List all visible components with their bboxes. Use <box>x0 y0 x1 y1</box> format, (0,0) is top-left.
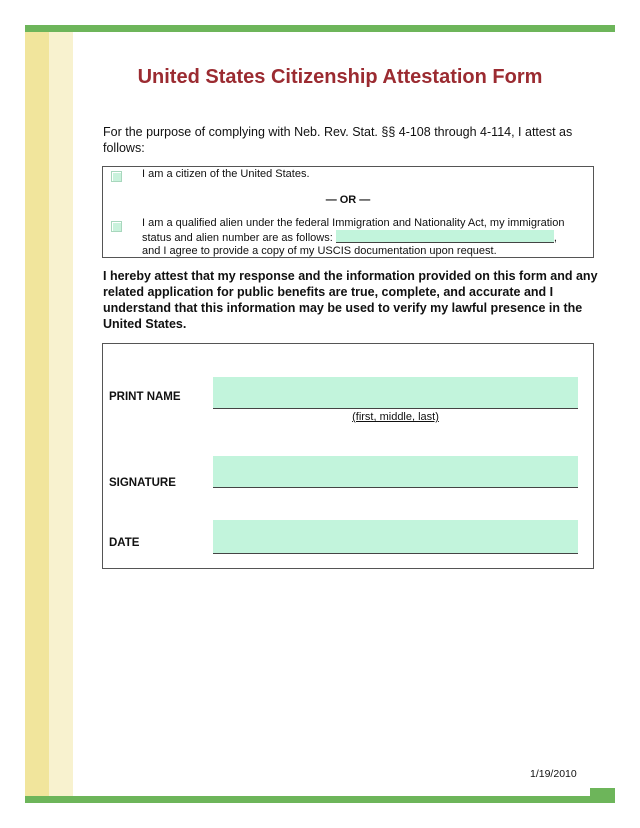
left-stripe-light <box>49 32 73 796</box>
left-stripe-dark <box>25 32 49 796</box>
alien-option-line2-text: status and alien number are as follows: <box>142 232 333 244</box>
citizen-checkbox[interactable] <box>111 171 122 182</box>
alien-option-line3: and I agree to provide a copy of my USCIS documentation upon request. <box>142 245 497 257</box>
form-title: United States Citizenship Attestation Form <box>137 66 543 88</box>
footer-date: 1/19/2010 <box>530 768 577 780</box>
date-label: DATE <box>109 537 140 549</box>
alien-option-line2 <box>142 230 592 245</box>
bottom-border-bar <box>25 796 615 803</box>
top-border-bar <box>25 25 615 32</box>
or-separator: — OR — <box>325 194 371 206</box>
print-name-field[interactable] <box>213 377 578 409</box>
signature-label: SIGNATURE <box>109 477 176 489</box>
attestation-statement: I hereby attest that my response and the information provided on this form and any related application for public benefits are true, complete, and accurate and I understand that this information may be used to verify my lawful presence in the United States. <box>103 269 598 331</box>
print-name-hint: (first, middle, last) <box>352 411 439 423</box>
bottom-border-tab <box>590 788 615 797</box>
signature-box <box>102 343 594 569</box>
signature-field[interactable] <box>213 456 578 488</box>
citizen-option-label: I am a citizen of the United States. <box>142 168 310 180</box>
alien-option-line1: I am a qualified alien under the federal Immigration and Nationality Act, my immigration <box>142 217 565 229</box>
qualified-alien-checkbox[interactable] <box>111 221 122 232</box>
intro-text: For the purpose of complying with Neb. Rev. Stat. §§ 4-108 through 4-114, I attest as follows: <box>103 125 573 155</box>
alien-status-number-field[interactable] <box>336 230 554 243</box>
citizenship-choice-box <box>102 166 594 258</box>
print-name-label: PRINT NAME <box>109 391 181 403</box>
qualified-alien-option <box>142 217 592 258</box>
alien-field-comma: , <box>553 232 557 244</box>
date-field[interactable] <box>213 520 578 554</box>
